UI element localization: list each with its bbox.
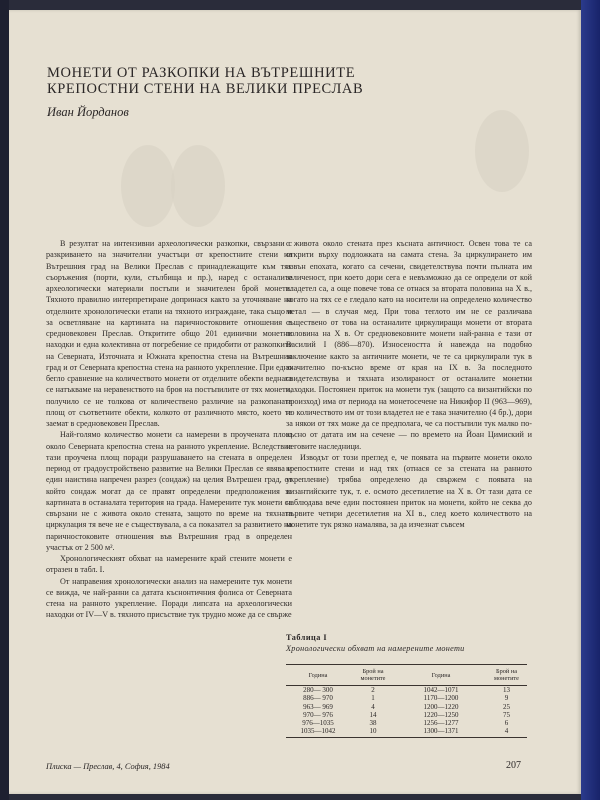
table-cell: 75 xyxy=(503,710,510,719)
table-cell: 280— 300 xyxy=(303,686,333,694)
table-row xyxy=(286,727,527,737)
table-cell: 1170—1200 xyxy=(423,694,459,703)
body-column-right xyxy=(286,238,532,628)
table-cell: 1256—1277 xyxy=(423,719,459,728)
table-cell: 970— 976 xyxy=(303,710,333,719)
paragraph: От направения хронологически анализ на намерените тук монети се вижда, че най-ранни са датата къснонтичния фолиса от Северната стена на ранното укрепление. Поради липсата на археологически находки от IV—V в. тяхното присъствие тук трудно може да се свърже xyxy=(46,576,292,620)
column-header-year: Година xyxy=(396,665,486,686)
page-number: 207 xyxy=(506,760,521,771)
article-author: Иван Йорданов xyxy=(47,105,129,119)
body-column-left xyxy=(46,238,292,758)
table-caption: Хронологически обхват на намерените монети xyxy=(286,644,465,653)
table-row xyxy=(286,719,527,727)
column-header-count: Брой на монетите xyxy=(350,665,396,686)
table-cell: 886— 970 xyxy=(303,694,333,703)
paragraph: В резултат на интензивни археологически разкопки, свързани с разкриването на значителни участъци от крепостните стени на Вътрешния град на Велики Преслав с принадлежащите към тях съоръжения (порти, кули, стълбища и пр.), наред с останалите археологически материали постъпи и значителен брой монети. Тяхното правилно интерпретиране допринася както за уточняване на отделните хронологически етапи на тяхното изграждане, така също и за осветляване на картината на паричностоковите отношения в средновековен Преслав. Откритите общо 201 единични монетни находки и една колективна от погребение се придобити от разкопките на Северната, Източната и Южната крепостна стена на Вътрешния град и от Северната крепостна стена на ранното укрепление. При едно бегло сравнение на количеството монети от отделните обекти веднага се натъкваме на неравенството на броя на постъпилите от тях монети, получило се не толкова от количествено различие на разкопаната площ от съответните обекти, колкото от различното място, което те заемат в средновековен Преслав. xyxy=(46,239,292,428)
table-cell: 13 xyxy=(503,686,510,694)
table-cell: 4 xyxy=(371,702,375,711)
paragraph: Най-голямо количество монети са намерени в проучената площ около Северната крепостна стена на ранното укрепление. Вследствие тази проучена площ поради разрушаването на стената в определен период от градоустройствено развитие на Велики Преслав се явява и един наистина напречен разрез (сондаж) на целия Вътрешен град, от който сондаж могат да се правят определени предположения за картината в останалата територия на града. Намерените тук монети са свързани не с живота около стената, защото по време на тяхната циркулация тя вече не е съществувала, а са показател за развитието на паричностоковите отношения във Вътрешния град в определен участък от 2 500 м². xyxy=(46,430,292,552)
table-cell: 963— 969 xyxy=(303,702,333,711)
column-header-year: Година xyxy=(286,665,350,686)
show-through-mark xyxy=(121,145,175,227)
book-cover-edge xyxy=(581,0,600,800)
show-through-mark xyxy=(475,110,529,192)
table-cell: 38 xyxy=(369,719,377,728)
table-cell: 1300—1371 xyxy=(396,727,486,737)
table-cell: 25 xyxy=(503,702,510,711)
table-cell: 6 xyxy=(504,719,509,728)
table-cell: 1 xyxy=(371,694,375,703)
article-title xyxy=(47,65,527,97)
running-footer: Плиска — Преслав, 4, София, 1984 xyxy=(46,762,170,771)
article-title-line: МОНЕТИ ОТ РАЗКОПКИ НА ВЪТРЕШНИТЕ xyxy=(47,65,356,81)
table-row xyxy=(286,711,527,719)
table-cell: 1200—1220 xyxy=(423,702,459,711)
table-cell: 1035—1042 xyxy=(286,727,350,737)
coin-chronology-table xyxy=(286,664,527,738)
paragraph: Хронологическият обхват на намерените край стените монети е отразен в табл. I. xyxy=(46,554,292,575)
table-cell: 976—1035 xyxy=(302,719,334,728)
column-header-count: Брой на монетите xyxy=(486,665,527,686)
show-through-mark xyxy=(171,145,225,227)
table-header-row xyxy=(286,665,527,686)
table-row xyxy=(286,694,527,702)
book-spine xyxy=(0,0,9,800)
table-cell: 10 xyxy=(350,727,396,737)
table-label: Таблица I xyxy=(286,633,328,642)
paragraph: Изводът от този преглед е, че появата на първите монети около крепостните стени и над тях (отнася се за стената на ранното укрепление) трябва определено да свържем с появата на византийските тук, т. е. осмото десетилетие на X в. От тази дата се наблюдава вече един постоянен приток на монети, който не секва до първите четири десетилетия на XI в., след което количеството на монетите тук рязко намалява, за да изчезнат съвсем xyxy=(286,452,532,530)
paragraph: с живота около стената през късната античност. Освен това те са открити върху подложката на самата стена. За циркулирането им извън епохата, когато са сечени, свидетелствува почти пълната им заличеност, при което дори сега е невъзможно да се определи от кой владетел са, а още повече това се отнася за втората половина на X в., когато на тях се е гледало като на носители на определено количество метал — в случая мед. При това теглото им не се различава съществено от това на останалите циркулиращи монети от втората половина на X в. От средновековните монети най-ранна е тази от Василий I (886—870). Износеността ѝ навежда на подобно заключение както за античните монети, че те са циркулирали тук в значително по-късно време от края на IX в. За последното свидетелствува и тяхната изолираност от останалите монетни находки. Постоянен приток на монети тук (защото са византийски по произход) има от периода на монетосечене на Никифор II (963—969), но количеството им от този владетел не е така значително (4 бр.), дори за някои от тях може да се предполага, че са постъпили тук малко по-късно от датата им на сечене — по времето на Йоан Цимиский и неговите наследници. xyxy=(286,239,532,451)
table-cell: 1042—1071 xyxy=(423,686,459,694)
table-cell: 1220—1250 xyxy=(423,710,459,719)
table-cell: 2 xyxy=(371,686,375,694)
table-row xyxy=(286,703,527,711)
article-title-line: КРЕПОСТНИ СТЕНИ НА ВЕЛИКИ ПРЕСЛАВ xyxy=(47,81,364,97)
table-cell: 4 xyxy=(486,727,527,737)
table-cell: 9 xyxy=(504,694,509,703)
table-row xyxy=(286,686,527,695)
table-cell: 14 xyxy=(369,710,377,719)
